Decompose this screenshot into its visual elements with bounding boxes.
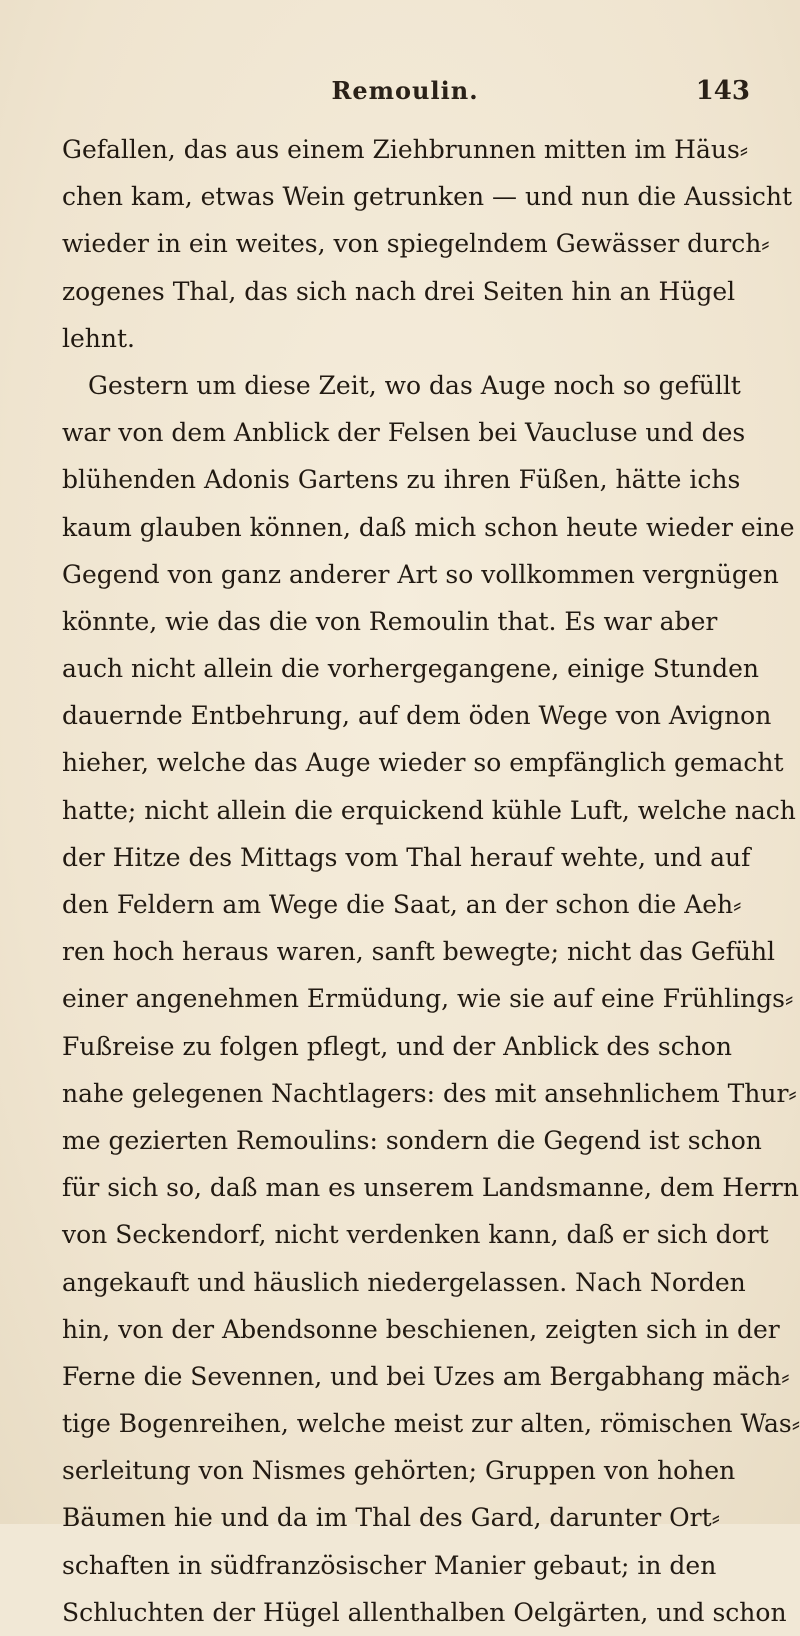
text-line: für sich so, daß man es unserem Landsmanne, dem Herrn [62, 1173, 799, 1203]
text-line: lehnt. [62, 323, 135, 353]
text-line: zogenes Thal, das sich nach drei Seiten hin an Hügel [62, 276, 736, 306]
text-line: Gegend von ganz anderer Art so vollkommen vergnügen [62, 559, 779, 589]
paragraph-start-line: Gestern um diese Zeit, wo das Auge noch so gefüllt [88, 370, 741, 400]
text-line: blühenden Adonis Gartens zu ihren Füßen, hätte ichs [62, 465, 741, 495]
text-line: Bäumen hie und da im Thal des Gard, darunter Ort⸗ [62, 1503, 720, 1533]
running-title: Remoulin. [331, 76, 479, 105]
text-line: von Seckendorf, nicht verdenken kann, daß er sich dort [62, 1220, 769, 1250]
text-line: schaften in südfranzösischer Manier gebaut; in den [62, 1550, 717, 1580]
text-line: könnte, wie das die von Remoulin that. Es war aber [62, 606, 718, 636]
text-line: nahe gelegenen Nachtlagers: des mit ansehnlichem Thur⸗ [62, 1078, 797, 1108]
text-line: den Feldern am Wege die Saat, an der schon die Aeh⸗ [62, 890, 742, 919]
text-line: chen kam, etwas Wein getrunken — und nun die Aussicht [62, 182, 793, 212]
text-line: hin, von der Abendsonne beschienen, zeigten sich in der [62, 1314, 780, 1344]
text-line: serleitung von Nismes gehörten; Gruppen von hohen [62, 1456, 736, 1486]
page-number: 143 [695, 76, 750, 106]
text-line: Fußreise zu folgen pflegt, und der Anblick des schon [62, 1031, 732, 1061]
text-line: einer angenehmen Ermüdung, wie sie auf eine Frühlings⸗ [62, 984, 794, 1014]
text-line: dauernde Entbehrung, auf dem öden Wege von Avignon [62, 701, 772, 731]
page-header [60, 76, 750, 116]
text-line: Ferne die Sevennen, und bei Uzes am Bergabhang mäch⸗ [62, 1361, 790, 1391]
text-line: ren hoch heraus waren, sanft bewegte; nicht das Gefühl [62, 937, 776, 967]
text-line: angekauft und häuslich niedergelassen. Nach Norden [62, 1267, 746, 1297]
body-text [62, 126, 800, 1636]
text-line: wieder in ein weites, von spiegelndem Gewässer durch⸗ [62, 229, 770, 259]
text-line: kaum glauben können, daß mich schon heute wieder eine [62, 512, 795, 542]
text-line: tige Bogenreihen, welche meist zur alten, römischen Was⸗ [62, 1409, 800, 1439]
text-line: auch nicht allein die vorhergegangene, einige Stunden [62, 654, 759, 684]
text-line: Schluchten der Hügel allenthalben Oelgärten, und schon [62, 1597, 787, 1627]
text-line: der Hitze des Mittags vom Thal herauf wehte, und auf [62, 842, 751, 872]
text-line: war von dem Anblick der Felsen bei Vaucluse und des [62, 418, 746, 448]
text-line: hieher, welche das Auge wieder so empfänglich gemacht [62, 748, 784, 778]
text-line: me gezierten Remoulins: sondern die Gegend ist schon [62, 1125, 762, 1155]
text-line: hatte; nicht allein die erquickend kühle Luft, welche nach [62, 795, 796, 825]
text-line: Gefallen, das aus einem Ziehbrunnen mitten im Häus⸗ [62, 135, 749, 164]
